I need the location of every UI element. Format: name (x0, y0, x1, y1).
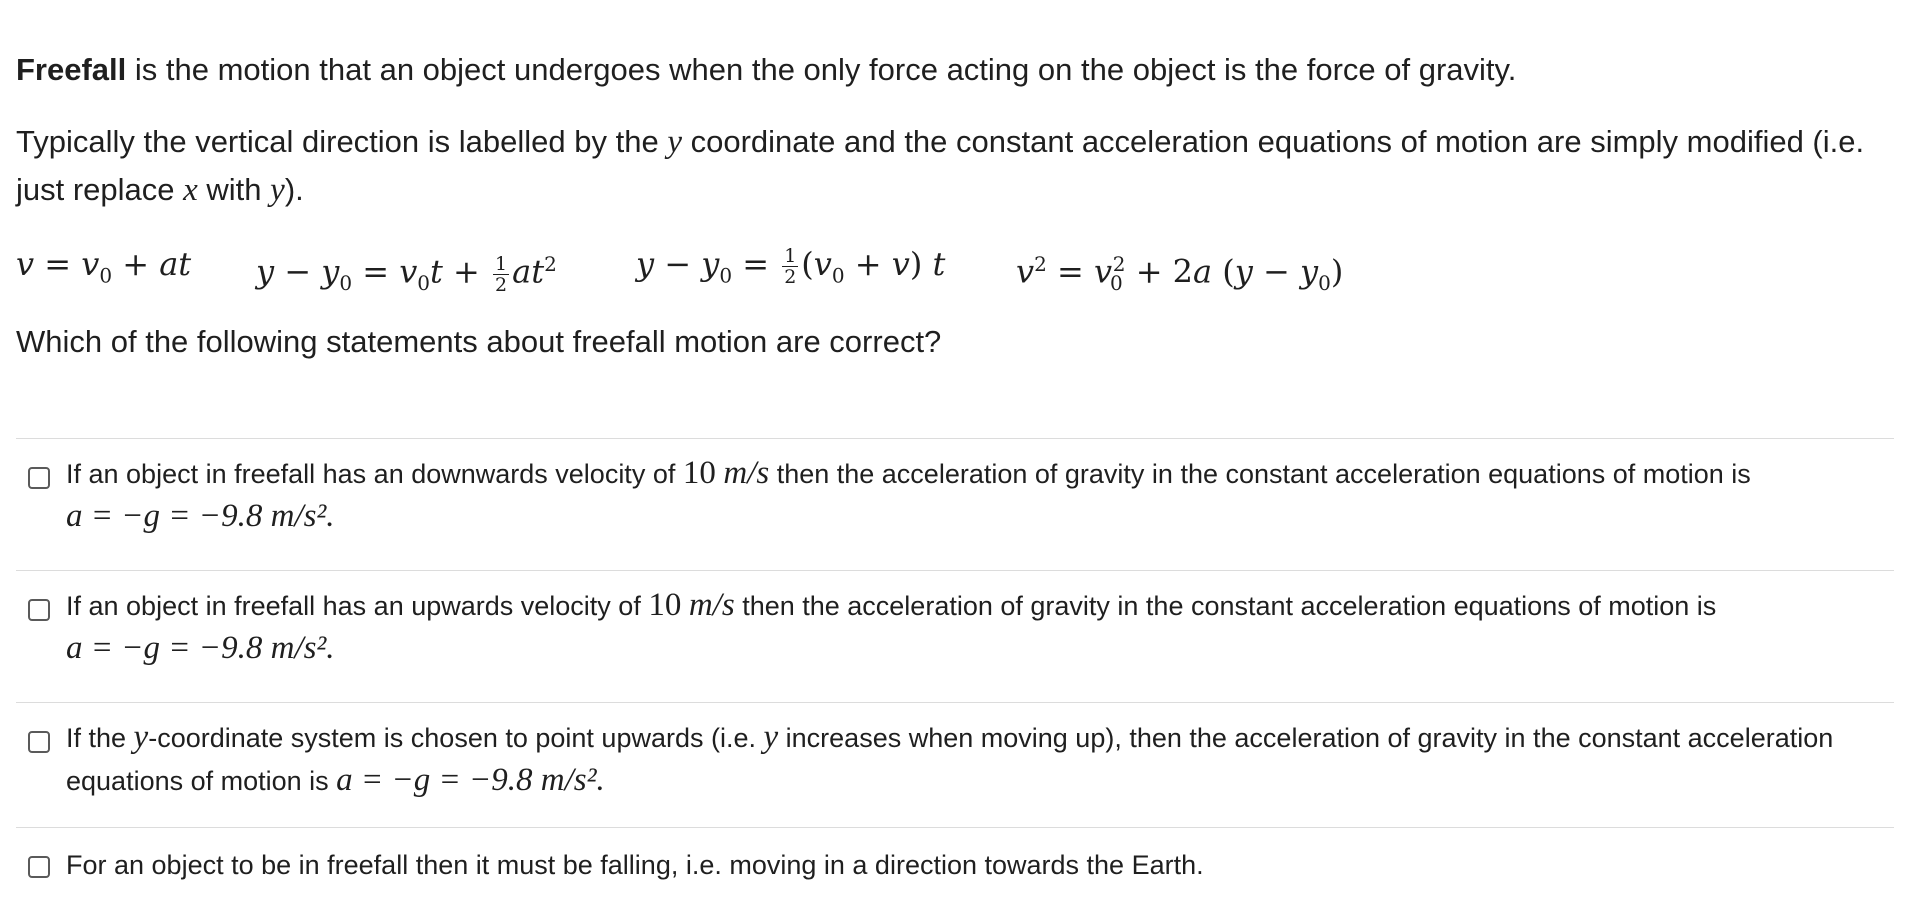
option-3[interactable] (16, 702, 1894, 827)
text-segment: -coordinate system is chosen to point upwards (i.e. (148, 723, 764, 753)
gravity-formula: a = −g = −9.8 m/s². (66, 630, 335, 666)
y-variable: y (667, 124, 682, 160)
checkbox[interactable] (28, 599, 50, 621)
option-2[interactable] (16, 570, 1894, 702)
y-variable: y (763, 719, 779, 755)
text-segment: Typically the vertical direction is labelled by the (16, 124, 668, 159)
y-variable: y (270, 172, 285, 208)
x-variable: x (183, 172, 198, 208)
option-4[interactable] (16, 827, 1894, 908)
speed-value: 10 (682, 455, 716, 491)
option-text (66, 703, 1894, 802)
text-segment: If the (66, 723, 134, 753)
option-1[interactable] (16, 438, 1894, 570)
speed-value: 10 (648, 587, 682, 623)
gravity-formula: a = −g = −9.8 m/s². (66, 498, 335, 534)
text-segment: increases when moving up), then the acceleration of gravity in the constant acceleration equations of motion is (66, 723, 1834, 796)
equation-velocity: $v = v_0$ + at (16, 245, 192, 288)
text-segment: coordinate and the constant acceleration equations of motion are simply modified (i.e. just replace (16, 124, 1865, 207)
kinematic-equations (16, 236, 1894, 296)
question-prompt: Which of the following statements about freefall motion are correct? (16, 324, 942, 359)
text-segment: If an object in freefall has an downwards velocity of (66, 459, 683, 489)
text-segment: ). (284, 172, 304, 207)
text-segment: then the acceleration of gravity in the constant acceleration equations of motion is (734, 591, 1717, 621)
equation-average-velocity: $y - y_0$ = $\frac{1}{2}$ $(v_0 + v)$ t (636, 245, 946, 288)
checkbox[interactable] (28, 731, 50, 753)
text-segment: then the acceleration of gravity in the constant acceleration equations of motion is (769, 459, 1751, 489)
text-segment: with (197, 172, 271, 207)
equation-velocity-squared: $v^2 = v_0^2 + 2a$ $(y - y_0)$ (1016, 252, 1344, 296)
freefall-definition (16, 46, 1894, 94)
freefall-term: Freefall (16, 52, 127, 87)
option-text: For an object to be in freefall then it must be falling, i.e. moving in a direction towards the Earth. (66, 850, 1204, 880)
equation-displacement: $y - y_0 = v_0t$ + $\frac{1}{2}$ $at^2$ (256, 252, 557, 296)
text-segment: If an object in freefall has an upwards velocity of (66, 591, 649, 621)
coordinate-explanation (16, 118, 1894, 214)
option-text (66, 439, 1894, 538)
unit: m/s (723, 455, 770, 491)
gravity-formula: a = −g = −9.8 m/s². (336, 762, 605, 798)
unit: m/s (688, 587, 735, 623)
definition-text: is the motion that an object undergoes when the only force acting on the object is the force of gravity. (126, 52, 1517, 87)
checkbox[interactable] (28, 856, 50, 878)
checkbox[interactable] (28, 467, 50, 489)
option-text (66, 571, 1894, 670)
y-variable: y (133, 719, 149, 755)
answer-options (16, 438, 1894, 908)
